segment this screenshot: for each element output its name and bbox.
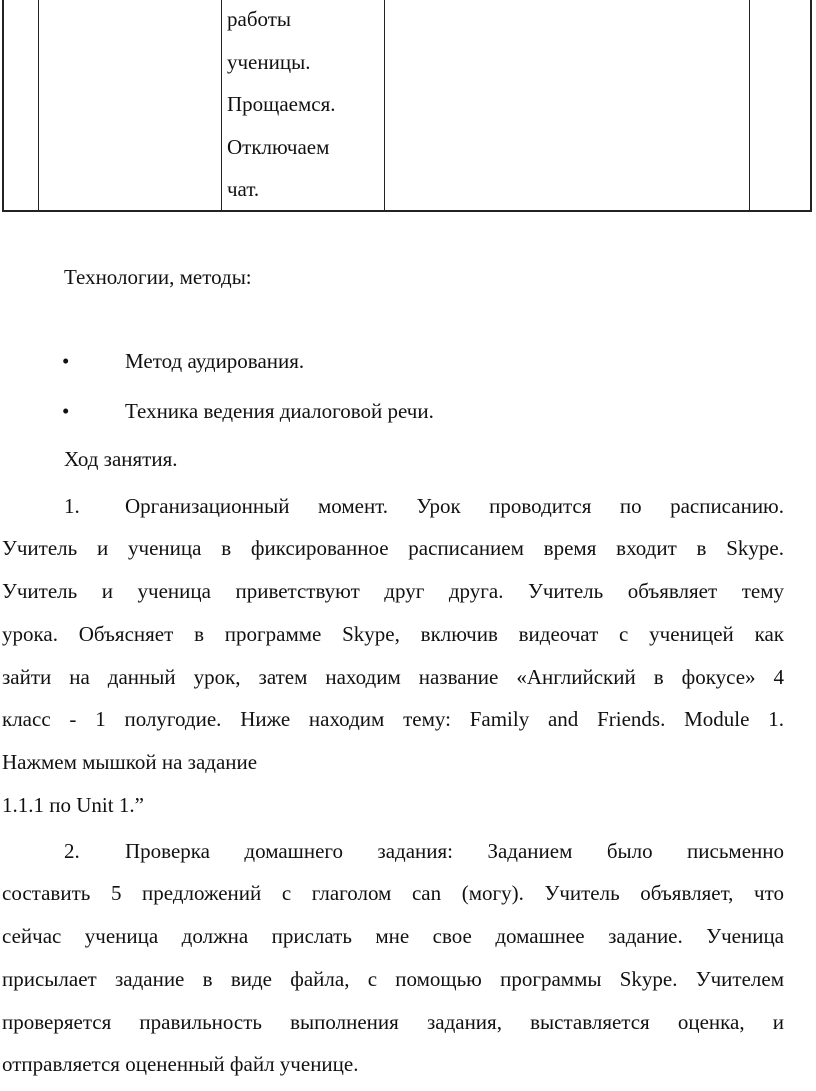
paragraph-line: Учитель и ученица в фиксированное расписанием время входит в Skype.: [2, 536, 784, 560]
paragraph-line: класс - 1 полугодие. Ниже находим тему: Family and Friends. Module 1.: [2, 707, 784, 731]
step-number: 1.: [64, 494, 80, 518]
paragraph-line: 1.1.1 по Unit 1.”: [2, 793, 144, 817]
paragraph-line: Учитель и ученица приветствуют друг друга. Учитель объявляет тему: [2, 579, 784, 603]
paragraph-line: присылает задание в виде файла, с помощью программы Skype. Учителем: [2, 967, 784, 991]
paragraph-line: Организационный момент. Урок проводится по расписанию.: [125, 494, 784, 518]
step-number: 2.: [64, 839, 80, 863]
paragraph-line: зайти на данный урок, затем находим название «Английский в фокусе» 4: [2, 665, 784, 689]
method-item: Техника ведения диалоговой речи.: [125, 399, 434, 423]
table-cell-closing-steps: [227, 0, 382, 211]
paragraph-line: составить 5 предложений с глаголом can (могу). Учитель объявляет, что: [2, 881, 784, 905]
paragraph-line: Проверка домашнего задания: Заданием было письменно: [125, 839, 784, 863]
method-item: Метод аудирования.: [125, 349, 305, 373]
table-column-divider: [384, 0, 385, 210]
table-cell-line: чат.: [227, 177, 260, 201]
technologies-heading: Технологии, методы:: [64, 265, 252, 289]
lesson-plan-table-fragment: [2, 0, 812, 212]
bullet-marker: •: [62, 349, 70, 373]
table-cell-line: ученицы.: [227, 49, 311, 74]
paragraph-line: урока. Объясняет в программе Skype, включив видеочат с ученицей как: [2, 622, 784, 646]
table-cell-line: Отключаем: [227, 134, 330, 159]
paragraph-line: проверяется правильность выполнения задания, выставляется оценка, и: [2, 1010, 784, 1034]
lesson-progress-heading: Ход занятия.: [64, 447, 178, 471]
bullet-marker: •: [62, 399, 70, 423]
table-column-divider: [38, 0, 39, 210]
paragraph-line: сейчас ученица должна прислать мне свое домашнее задание. Ученица: [2, 924, 784, 948]
table-cell-line: Прощаемся.: [227, 92, 336, 116]
table-cell-line: работы: [227, 7, 292, 31]
paragraph-line: Нажмем мышкой на задание: [2, 750, 258, 774]
paragraph-line: отправляется оцененный файл ученице.: [2, 1052, 359, 1076]
table-column-divider: [749, 0, 750, 210]
table-column-divider: [221, 0, 222, 210]
